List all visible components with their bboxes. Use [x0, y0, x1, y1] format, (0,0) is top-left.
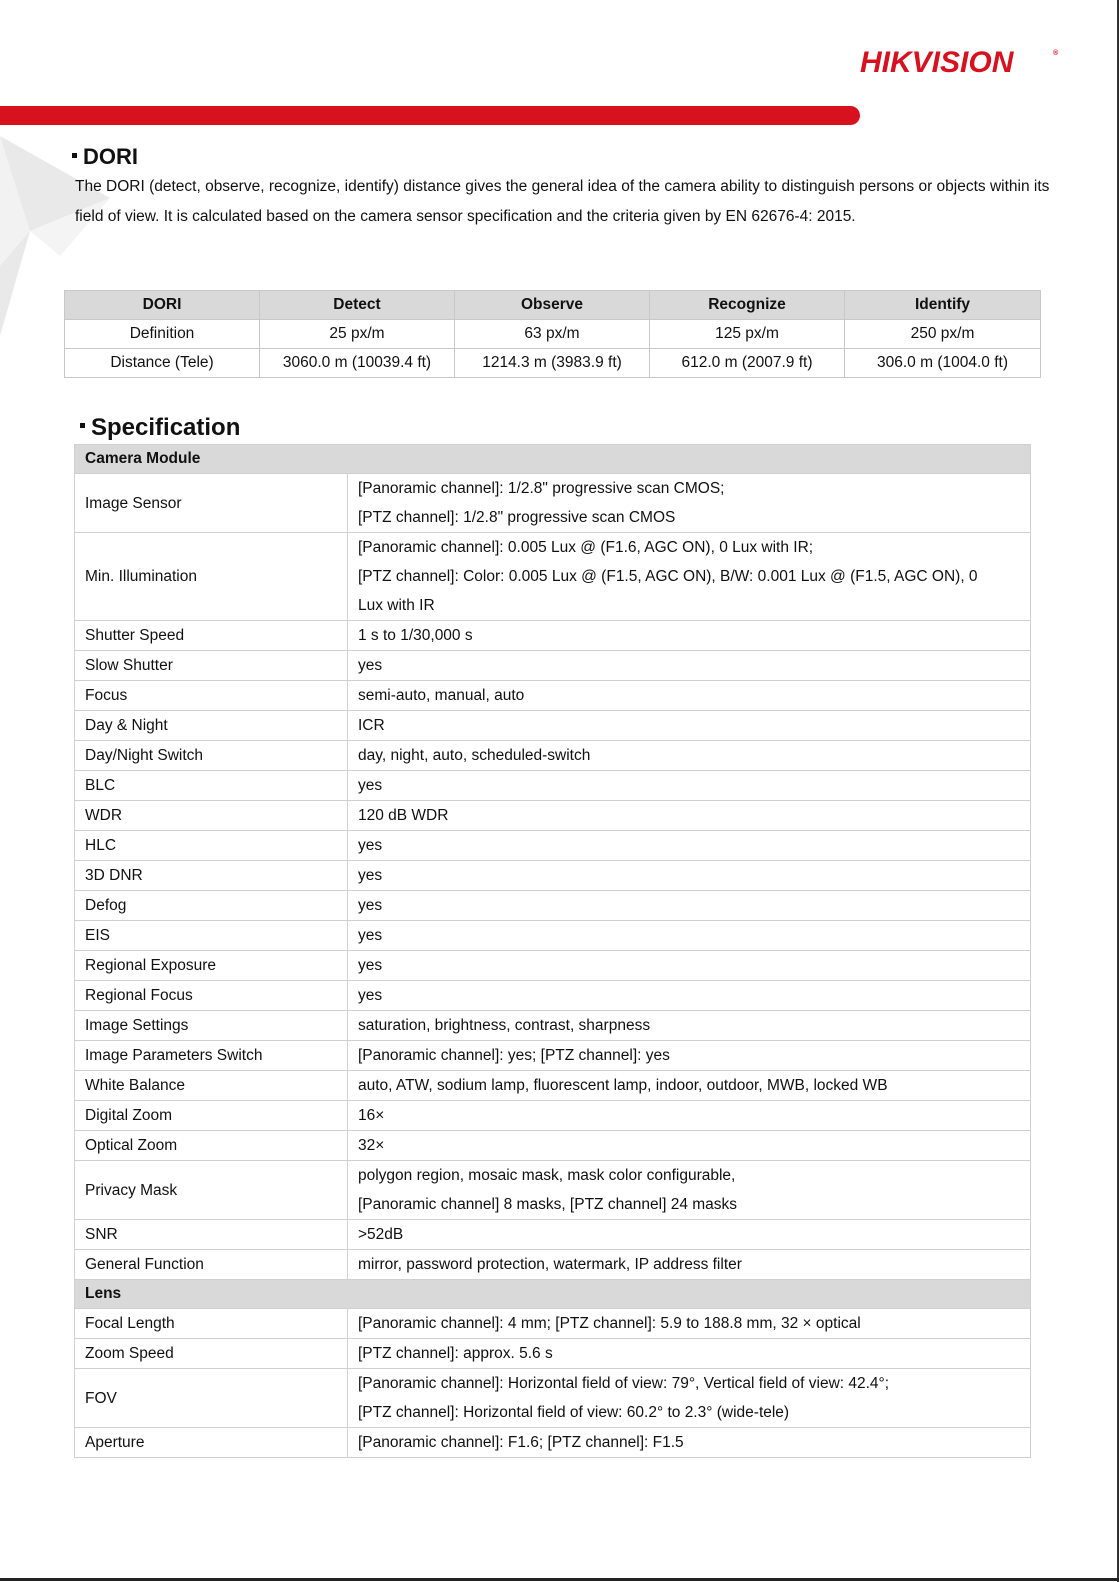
- dori-header-cell: Detect: [260, 291, 455, 320]
- spec-value: [348, 951, 1031, 981]
- spec-row: [75, 771, 1031, 801]
- spec-value-line: [Panoramic channel]: yes; [PTZ channel]: yes: [358, 1047, 670, 1064]
- spec-label: Focus: [75, 681, 348, 711]
- spec-value-line: mirror, password protection, watermark, IP address filter: [358, 1256, 742, 1273]
- spec-value: [348, 891, 1031, 921]
- spec-value-line: [Panoramic channel]: 1/2.8" progressive scan CMOS;: [358, 480, 725, 497]
- spec-row: [75, 474, 1031, 533]
- spec-label: Defog: [75, 891, 348, 921]
- dori-cell: 250 px/m: [845, 320, 1041, 349]
- spec-row: [75, 1161, 1031, 1220]
- spec-label: 3D DNR: [75, 861, 348, 891]
- spec-value: [348, 1369, 1031, 1428]
- dori-cell: 63 px/m: [455, 320, 650, 349]
- spec-label: Image Sensor: [75, 474, 348, 533]
- spec-value-line: yes: [358, 777, 383, 794]
- spec-label: Day & Night: [75, 711, 348, 741]
- spec-row: [75, 1428, 1031, 1458]
- spec-row: [75, 1339, 1031, 1369]
- spec-row: [75, 533, 1031, 621]
- spec-group-title: Lens: [75, 1280, 1031, 1309]
- spec-value-line: [PTZ channel]: 1/2.8" progressive scan CMOS: [358, 509, 676, 526]
- bullet-marker: [80, 423, 85, 428]
- spec-value-line: [Panoramic channel] 8 masks, [PTZ channel] 24 masks: [358, 1196, 738, 1213]
- dori-cell: 1214.3 m (3983.9 ft): [455, 349, 650, 378]
- spec-label: Aperture: [75, 1428, 348, 1458]
- spec-value-line: [Panoramic channel]: F1.6; [PTZ channel]: F1.5: [358, 1434, 684, 1451]
- spec-value-line: yes: [358, 837, 383, 854]
- spec-label: Zoom Speed: [75, 1339, 348, 1369]
- dori-header-cell: Observe: [455, 291, 650, 320]
- spec-value: [348, 921, 1031, 951]
- spec-label: FOV: [75, 1369, 348, 1428]
- spec-value-line: polygon region, mosaic mask, mask color configurable,: [358, 1167, 736, 1184]
- spec-value-line: [PTZ channel]: Color: 0.005 Lux @ (F1.5, AGC ON), B/W: 0.001 Lux @ (F1.5, AGC ON), 0: [358, 568, 978, 585]
- spec-label: Min. Illumination: [75, 533, 348, 621]
- dori-cell: 125 px/m: [650, 320, 845, 349]
- spec-group-title: Camera Module: [75, 445, 1031, 474]
- spec-row: [75, 891, 1031, 921]
- hikvision-logo: [860, 43, 1065, 79]
- spec-value-line: 1 s to 1/30,000 s: [358, 627, 473, 644]
- spec-label: BLC: [75, 771, 348, 801]
- spec-value: [348, 474, 1031, 533]
- spec-label: General Function: [75, 1250, 348, 1280]
- spec-row: [75, 1011, 1031, 1041]
- dori-header-cell: Recognize: [650, 291, 845, 320]
- spec-group-header: [75, 1280, 1031, 1309]
- spec-label: Day/Night Switch: [75, 741, 348, 771]
- spec-row: [75, 861, 1031, 891]
- spec-value: [348, 533, 1031, 621]
- spec-value: [348, 1220, 1031, 1250]
- spec-value-line: auto, ATW, sodium lamp, fluorescent lamp, indoor, outdoor, MWB, locked WB: [358, 1077, 888, 1094]
- spec-row: [75, 1250, 1031, 1280]
- spec-label: Digital Zoom: [75, 1101, 348, 1131]
- dori-header-cell: Identify: [845, 291, 1041, 320]
- spec-label: SNR: [75, 1220, 348, 1250]
- specification-heading-text: Specification: [91, 414, 241, 441]
- spec-value: [348, 741, 1031, 771]
- spec-value-line: [Panoramic channel]: 0.005 Lux @ (F1.6, AGC ON), 0 Lux with IR;: [358, 539, 814, 556]
- spec-row: [75, 1220, 1031, 1250]
- spec-value: [348, 621, 1031, 651]
- spec-row: [75, 1309, 1031, 1339]
- spec-value-line: [Panoramic channel]: Horizontal field of view: 79°, Vertical field of view: 42.4°;: [358, 1375, 890, 1392]
- spec-value-line: 16×: [358, 1107, 385, 1124]
- spec-row: [75, 921, 1031, 951]
- spec-value: [348, 1339, 1031, 1369]
- spec-label: Regional Exposure: [75, 951, 348, 981]
- spec-group-header: [75, 445, 1031, 474]
- dori-heading-text: DORI: [83, 144, 138, 169]
- spec-value-line: yes: [358, 897, 383, 914]
- spec-value-line: ICR: [358, 717, 385, 734]
- spec-value: [348, 1131, 1031, 1161]
- spec-row: [75, 711, 1031, 741]
- dori-cell: 612.0 m (2007.9 ft): [650, 349, 845, 378]
- spec-value-line: day, night, auto, scheduled-switch: [358, 747, 591, 764]
- spec-value: [348, 651, 1031, 681]
- dori-cell: Distance (Tele): [65, 349, 260, 378]
- spec-value: [348, 831, 1031, 861]
- dori-cell: 25 px/m: [260, 320, 455, 349]
- spec-label: Optical Zoom: [75, 1131, 348, 1161]
- spec-value-line: yes: [358, 927, 383, 944]
- specification-table: [74, 444, 1031, 1458]
- spec-value: [348, 681, 1031, 711]
- spec-value: [348, 711, 1031, 741]
- spec-value: [348, 1011, 1031, 1041]
- spec-row: [75, 981, 1031, 1011]
- spec-value: [348, 1250, 1031, 1280]
- spec-value-line: yes: [358, 657, 383, 674]
- spec-row: [75, 1101, 1031, 1131]
- dori-table-row: [65, 320, 1041, 349]
- spec-label: Image Parameters Switch: [75, 1041, 348, 1071]
- header-accent-bar: [0, 106, 860, 125]
- dori-cell: Definition: [65, 320, 260, 349]
- spec-value-line: [PTZ channel]: Horizontal field of view: 60.2° to 2.3° (wide-tele): [358, 1404, 790, 1421]
- spec-value: [348, 1309, 1031, 1339]
- dori-cell: 306.0 m (1004.0 ft): [845, 349, 1041, 378]
- spec-value: [348, 771, 1031, 801]
- spec-value: [348, 1101, 1031, 1131]
- spec-label: Slow Shutter: [75, 651, 348, 681]
- spec-label: WDR: [75, 801, 348, 831]
- spec-value: [348, 1071, 1031, 1101]
- svg-text:®: ®: [1053, 50, 1059, 57]
- dori-header-cell: DORI: [65, 291, 260, 320]
- spec-row: [75, 1041, 1031, 1071]
- spec-row: [75, 681, 1031, 711]
- spec-label: Regional Focus: [75, 981, 348, 1011]
- spec-row: [75, 831, 1031, 861]
- spec-row: [75, 1071, 1031, 1101]
- spec-row: [75, 801, 1031, 831]
- spec-value-line: yes: [358, 957, 383, 974]
- spec-value: [348, 1041, 1031, 1071]
- spec-row: [75, 1131, 1031, 1161]
- spec-value-line: [Panoramic channel]: 4 mm; [PTZ channel]: 5.9 to 188.8 mm, 32 × optical: [358, 1315, 861, 1332]
- spec-label: Image Settings: [75, 1011, 348, 1041]
- spec-value-line: >52dB: [358, 1226, 404, 1243]
- spec-value-line: yes: [358, 867, 383, 884]
- spec-label: EIS: [75, 921, 348, 951]
- spec-label: Shutter Speed: [75, 621, 348, 651]
- dori-table-header-row: [65, 291, 1041, 320]
- spec-value: [348, 981, 1031, 1011]
- spec-label: Focal Length: [75, 1309, 348, 1339]
- bullet-marker: [72, 153, 77, 158]
- specification-heading: [80, 414, 240, 442]
- spec-value: [348, 1428, 1031, 1458]
- spec-value-line: 120 dB WDR: [358, 807, 449, 824]
- dori-table-row: [65, 349, 1041, 378]
- spec-label: White Balance: [75, 1071, 348, 1101]
- spec-row: [75, 651, 1031, 681]
- page-border-bottom: [0, 1578, 1119, 1581]
- spec-value-line: 32×: [358, 1137, 385, 1154]
- dori-description: The DORI (detect, observe, recognize, identify) distance gives the general idea of the camera ability to distinguish persons or objects within its field of view. It is calculated based on the camera sensor specification and the criteria given by EN 62676-4: 2015.: [75, 178, 1050, 225]
- svg-text:HIKVISION: HIKVISION: [860, 46, 1014, 79]
- spec-value-line: Lux with IR: [358, 597, 435, 614]
- spec-value: [348, 1161, 1031, 1220]
- spec-value-line: [PTZ channel]: approx. 5.6 s: [358, 1345, 553, 1362]
- dori-heading: [72, 144, 138, 170]
- spec-value-line: saturation, brightness, contrast, sharpness: [358, 1017, 651, 1034]
- dori-table: [64, 290, 1041, 378]
- spec-row: [75, 1369, 1031, 1428]
- spec-label: Privacy Mask: [75, 1161, 348, 1220]
- spec-row: [75, 621, 1031, 651]
- dori-cell: 3060.0 m (10039.4 ft): [260, 349, 455, 378]
- spec-value: [348, 801, 1031, 831]
- spec-value-line: semi-auto, manual, auto: [358, 687, 525, 704]
- spec-row: [75, 951, 1031, 981]
- spec-value: [348, 861, 1031, 891]
- spec-row: [75, 741, 1031, 771]
- spec-label: HLC: [75, 831, 348, 861]
- spec-value-line: yes: [358, 987, 383, 1004]
